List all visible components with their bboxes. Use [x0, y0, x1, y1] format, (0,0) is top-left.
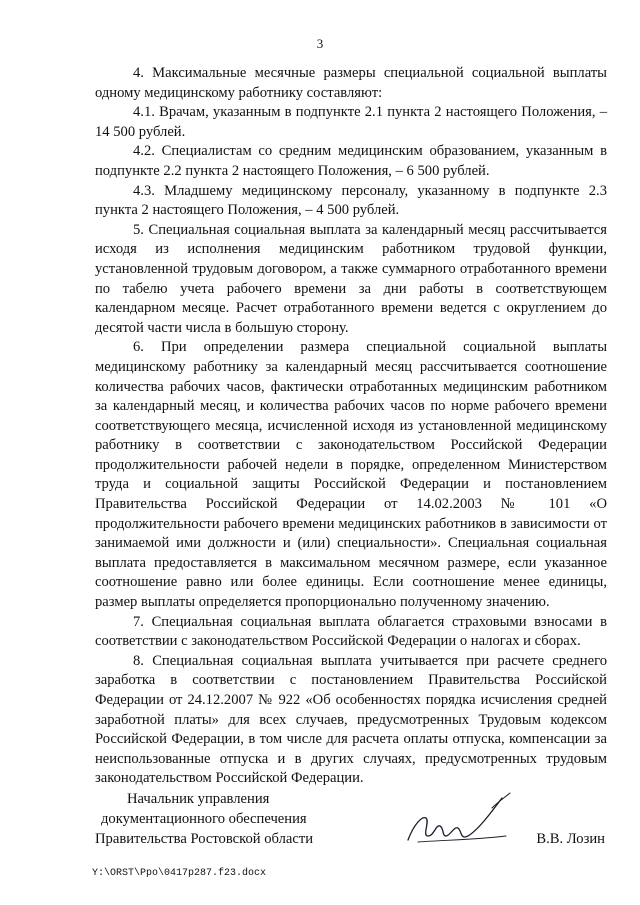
- signer-title-line-1: Начальник управления: [127, 791, 270, 807]
- paragraph-4-2: 4.2. Специалистам со средним медицинским образованием, указанным в подпункте 2.2 пункта 2 настоящего Положения, – 6 500 рублей.: [95, 143, 607, 179]
- paragraph-8: 8. Специальная социальная выплата учитывается при расчете среднего заработка в соответствии с постановлением Правительства Российской Федерации от 24.12.2007 № 922 «Об особенностях порядка исчисления средней заработной платы» для всех случаев, предусмотренных Трудовым кодексом Российской Федерации, в том числе для расчета оплаты отпуска, компенсации за неиспользованные отпуска и в других случаях, предусмотренных трудовым законодательством Российской Федерации.: [95, 652, 607, 787]
- handwritten-signature: [402, 790, 514, 852]
- paragraph-4-1: 4.1. Врачам, указанным в подпункте 2.1 пункта 2 настоящего Положения, – 14 500 рублей.: [95, 104, 607, 140]
- signer-title-line-3: Правительства Ростовской области: [95, 831, 314, 847]
- signer-title-line-2: документационного обеспечения: [101, 811, 307, 827]
- signer-name: В.В. Лозин: [536, 831, 605, 847]
- document-body: [95, 64, 607, 789]
- paragraph-4-3: 4.3. Младшему медицинскому персоналу, указанному в подпункте 2.3 пункта 2 настоящего Положения, – 4 500 рублей.: [95, 182, 607, 219]
- page-number: 3: [316, 36, 324, 51]
- file-path-footer: Y:\ORST\Ppo\0417p287.f23.docx: [92, 868, 267, 879]
- paragraph-5: 5. Специальная социальная выплата за календарный месяц рассчитывается исходя из исполнения медицинским работником трудовой функции, установленной трудовым договором, а также суммарного отработанного времени по табелю учета рабочего времени за дни работы в соответствующем календарном месяце. Расчет отработанного времени ведется с округлением до десятой части числа в большую сторону.: [95, 221, 607, 336]
- paragraph-7: 7. Специальная социальная выплата облагается страховыми взносами в соответствии с законодательством Российской Федерации о налогах и сборах.: [95, 613, 607, 650]
- paragraph-4: 4. Максимальные месячные размеры специальной социальной выплаты одному медицинскому работнику составляют:: [95, 65, 607, 101]
- paragraph-6: 6. При определении размера специальной социальной выплаты медицинскому работнику за календарный месяц рассчитывается соотношение количества рабочих часов, фактически отработанных медицинским работником за календарный месяц, и количества рабочих часов по норме рабочего времени соответствующего месяца, исчисленной исходя из установленной медицинскому работнику в соответствии с законодательством Российской Федерации продолжительности рабочей недели в порядке, определенном Министерством труда и социальной защиты Российской Федерации и постановлением Правительства Российской Федерации от 14.02.2003 № 101 «О продолжительности рабочего времени медицинских работников в зависимости от занимаемой ими должности и (или) специальности». Специальная социальная выплата предоставляется в максимальном месячном размере, если указанное соотношение равно или более единицы. Если соотношение менее единицы, размер выплаты определяется пропорционально полученному значению.: [95, 339, 607, 611]
